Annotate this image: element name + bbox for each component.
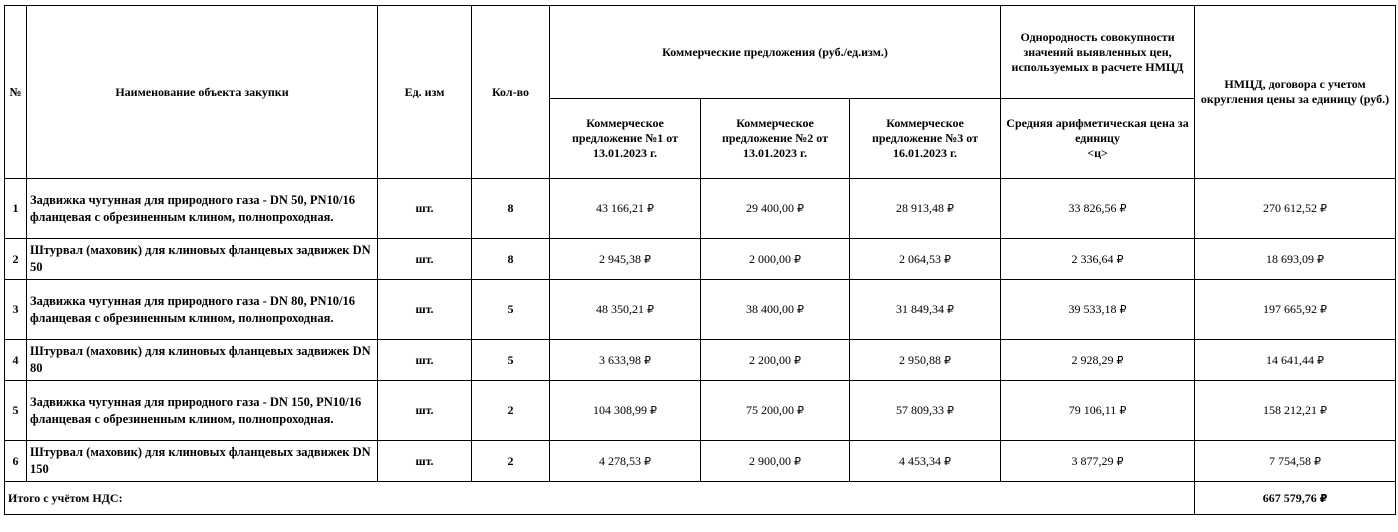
table-row <box>5 441 1396 482</box>
offer-1-price: 2 945,38 ₽ <box>550 239 701 280</box>
offer-3-price: 2 950,88 ₽ <box>850 340 1001 381</box>
item-name: Задвижка чугунная для природного газа - DN 80, PN10/16 фланцевая с обрезиненным клином, полнопроходная. <box>27 280 378 340</box>
offer-2-price: 2 000,00 ₽ <box>701 239 850 280</box>
table-row <box>5 239 1396 280</box>
offer-1-price: 3 633,98 ₽ <box>550 340 701 381</box>
table-row <box>5 340 1396 381</box>
row-number: 5 <box>5 381 27 441</box>
total-row <box>5 482 1396 515</box>
offer-1-price: 104 308,99 ₽ <box>550 381 701 441</box>
offer-3-price: 31 849,34 ₽ <box>850 280 1001 340</box>
col-header-num: № <box>5 6 27 179</box>
total-value: 667 579,76 ₽ <box>1195 482 1396 515</box>
offer-2-price: 29 400,00 ₽ <box>701 179 850 239</box>
col-header-offer-2: Коммерческое предложение №2 от 13.01.2023 г. <box>701 99 850 179</box>
offer-1-price: 43 166,21 ₽ <box>550 179 701 239</box>
item-qty: 5 <box>472 340 550 381</box>
col-header-unit: Ед. изм <box>378 6 472 179</box>
table-row <box>5 280 1396 340</box>
nmcd-total: 14 641,44 ₽ <box>1195 340 1396 381</box>
col-header-name: Наименование объекта закупки <box>27 6 378 179</box>
row-number: 6 <box>5 441 27 482</box>
item-unit: шт. <box>378 441 472 482</box>
item-qty: 2 <box>472 441 550 482</box>
col-header-average <box>1001 99 1195 179</box>
nmcd-total: 197 665,92 ₽ <box>1195 280 1396 340</box>
row-number: 2 <box>5 239 27 280</box>
item-qty: 2 <box>472 381 550 441</box>
offer-3-price: 4 453,34 ₽ <box>850 441 1001 482</box>
offer-2-price: 2 200,00 ₽ <box>701 340 850 381</box>
average-price: 2 928,29 ₽ <box>1001 340 1195 381</box>
nmcd-total: 270 612,52 ₽ <box>1195 179 1396 239</box>
offer-3-price: 28 913,48 ₽ <box>850 179 1001 239</box>
col-header-offer-3: Коммерческое предложение №3 от 16.01.2023 г. <box>850 99 1001 179</box>
average-price: 39 533,18 ₽ <box>1001 280 1195 340</box>
col-header-qty: Кол-во <box>472 6 550 179</box>
item-unit: шт. <box>378 381 472 441</box>
nmcd-total: 7 754,58 ₽ <box>1195 441 1396 482</box>
row-number: 4 <box>5 340 27 381</box>
item-name: Штурвал (маховик) для клиновых фланцевых задвижек DN 80 <box>27 340 378 381</box>
offer-2-price: 38 400,00 ₽ <box>701 280 850 340</box>
item-unit: шт. <box>378 340 472 381</box>
item-unit: шт. <box>378 179 472 239</box>
col-header-offer-1: Коммерческое предложение №1 от 13.01.2023 г. <box>550 99 701 179</box>
item-qty: 8 <box>472 179 550 239</box>
nmcd-total: 18 693,09 ₽ <box>1195 239 1396 280</box>
nmcd-total: 158 212,21 ₽ <box>1195 381 1396 441</box>
col-header-offers-group: Коммерческие предложения (руб./ед.изм.) <box>550 6 1001 99</box>
price-table <box>4 5 1396 515</box>
col-header-uniformity: Однородность совокупности значений выявленных цен, используемых в расчете НМЦД <box>1001 6 1195 99</box>
average-price: 2 336,64 ₽ <box>1001 239 1195 280</box>
header-row-1 <box>5 6 1396 99</box>
average-label: Средняя арифметическая цена за единицу <box>1006 116 1189 145</box>
average-price: 79 106,11 ₽ <box>1001 381 1195 441</box>
item-name: Задвижка чугунная для природного газа - DN 150, PN10/16 фланцевая с обрезиненным клином, полнопроходная. <box>27 381 378 441</box>
row-number: 3 <box>5 280 27 340</box>
total-label: Итого с учётом НДС: <box>5 482 1195 515</box>
offer-2-price: 75 200,00 ₽ <box>701 381 850 441</box>
table-row <box>5 381 1396 441</box>
offer-1-price: 4 278,53 ₽ <box>550 441 701 482</box>
item-name: Штурвал (маховик) для клиновых фланцевых задвижек DN 50 <box>27 239 378 280</box>
col-header-nmcd: НМЦД, договора с учетом округления цены за единицу (руб.) <box>1195 6 1396 179</box>
average-price: 33 826,56 ₽ <box>1001 179 1195 239</box>
item-name: Задвижка чугунная для природного газа - DN 50, PN10/16 фланцевая с обрезиненным клином, полнопроходная. <box>27 179 378 239</box>
item-unit: шт. <box>378 280 472 340</box>
item-unit: шт. <box>378 239 472 280</box>
offer-3-price: 2 064,53 ₽ <box>850 239 1001 280</box>
item-name: Штурвал (маховик) для клиновых фланцевых задвижек DN 150 <box>27 441 378 482</box>
item-qty: 8 <box>472 239 550 280</box>
offer-2-price: 2 900,00 ₽ <box>701 441 850 482</box>
average-price: 3 877,29 ₽ <box>1001 441 1195 482</box>
offer-3-price: 57 809,33 ₽ <box>850 381 1001 441</box>
offer-1-price: 48 350,21 ₽ <box>550 280 701 340</box>
average-symbol: <ц> <box>1087 146 1108 160</box>
row-number: 1 <box>5 179 27 239</box>
table-row <box>5 179 1396 239</box>
item-qty: 5 <box>472 280 550 340</box>
